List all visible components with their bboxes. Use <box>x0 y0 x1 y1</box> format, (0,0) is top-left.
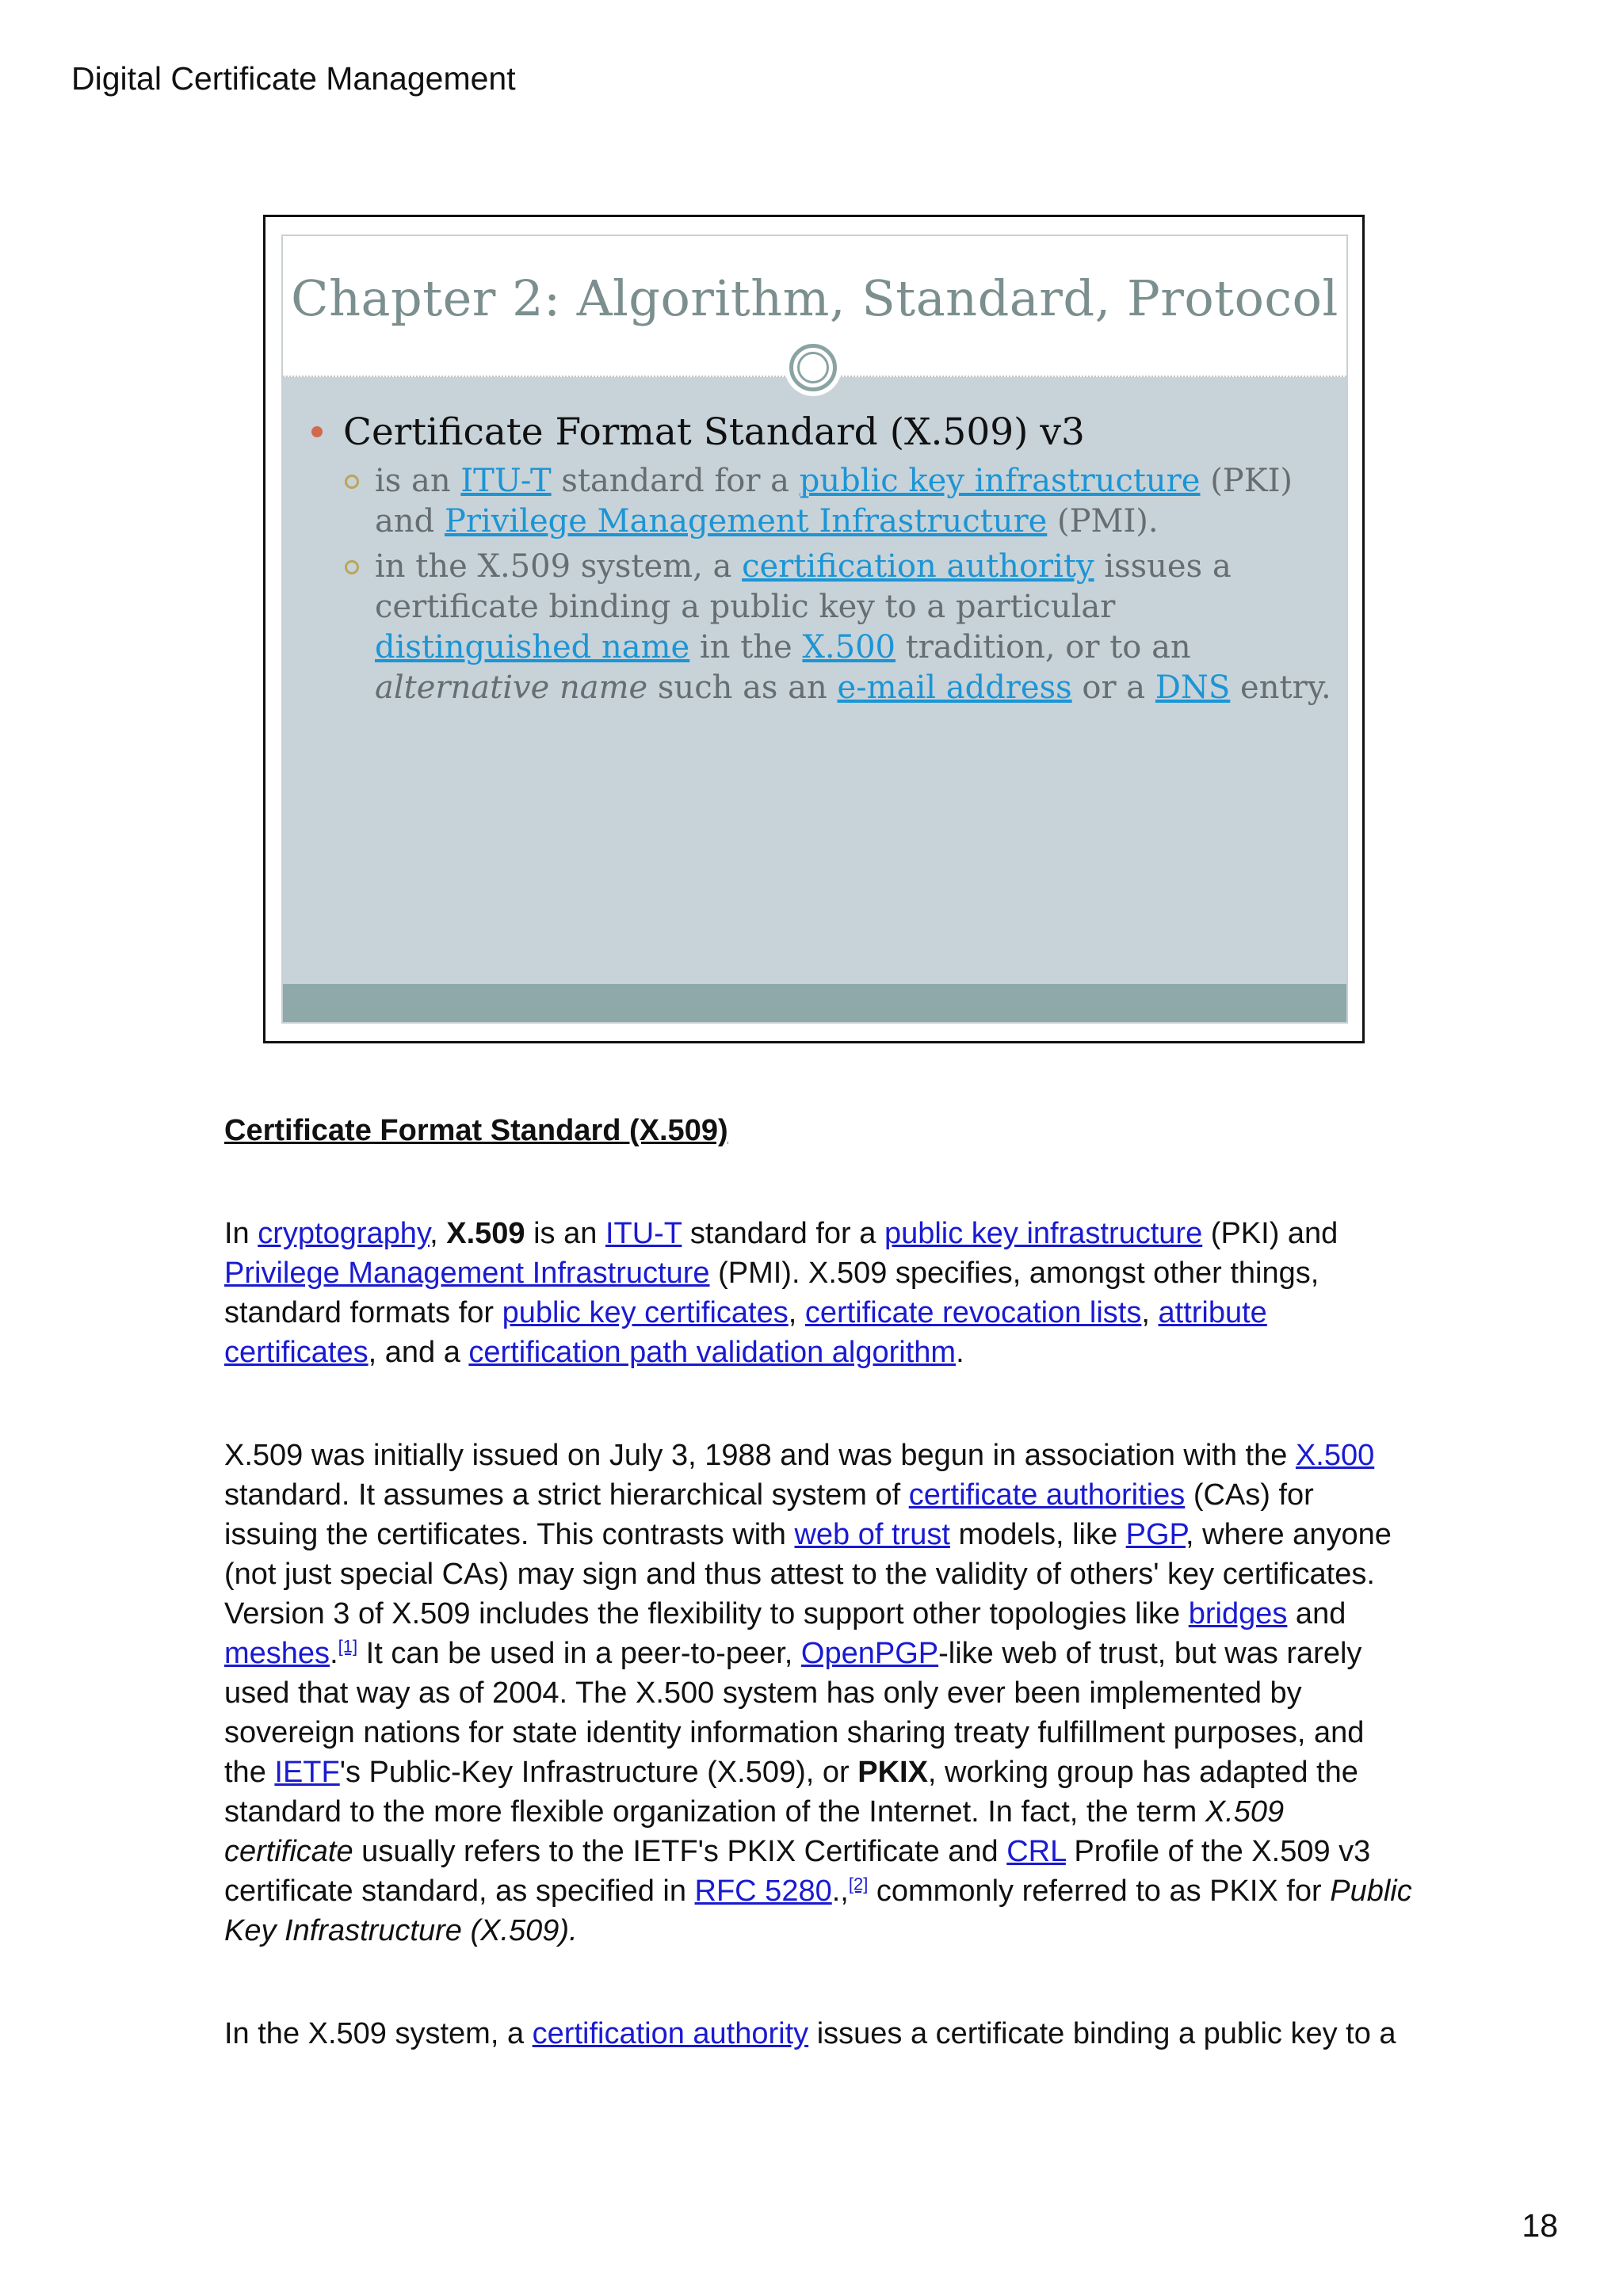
slide-title: Chapter 2: Algorithm, Standard, Protocol <box>291 269 1338 327</box>
text: in the <box>689 629 803 666</box>
link-crl[interactable]: CRL <box>1006 1835 1066 1868</box>
slide-bullet-text: Certificate Format Standard (X.509) v3 <box>343 410 1085 454</box>
link-meshes[interactable]: meshes <box>224 1637 330 1670</box>
text: It can be used in a peer-to-peer, <box>357 1637 801 1670</box>
text: , <box>788 1296 805 1329</box>
text: usually refers to the IETF's PKIX Certificate and <box>353 1835 1007 1868</box>
text: . <box>956 1336 964 1369</box>
text: , working group has adapted the standard to the more flexible organization of the Internet. In fact, the term <box>224 1756 1358 1829</box>
link-public-key-infrastructure[interactable]: public key infrastructure <box>884 1217 1203 1250</box>
bold-text: X.509 <box>446 1217 525 1250</box>
text: (PKI) and <box>1202 1217 1338 1250</box>
text: models, like <box>949 1518 1126 1551</box>
link-privilege-management-infrastructure[interactable]: Privilege Management Infrastructure <box>224 1257 710 1290</box>
link-pgp[interactable]: PGP <box>1125 1518 1186 1551</box>
text: in the X.509 system, a <box>375 548 743 585</box>
text: , <box>430 1217 447 1250</box>
link-public-key-certificates[interactable]: public key certificates <box>502 1296 789 1329</box>
link-certification-authority[interactable]: certification authority <box>532 2017 809 2050</box>
text: . <box>330 1637 338 1670</box>
text: issues a certificate binding a public key to a particular <box>375 548 1232 625</box>
text: such as an <box>647 669 838 706</box>
link-certification-authority[interactable]: certification authority <box>742 548 1094 585</box>
text: standard for a <box>682 1217 884 1250</box>
text: -like web of trust, but was rarely used that way as of 2004. The X.500 system has only ever been implemented by sovereign nations for state identity information sharing treaty fulfillment purposes, and the <box>224 1637 1365 1789</box>
link-attribute-certificates[interactable]: attribute certificates <box>224 1296 1267 1369</box>
text: (CAs) for issuing the certificates. This contrasts with <box>224 1478 1314 1551</box>
text: standard. It assumes a strict hierarchical system of <box>224 1478 909 1512</box>
text: In the X.509 system, a <box>224 2017 533 2050</box>
slide-sub-bullet-1 <box>311 461 1334 542</box>
text: Profile of the X.509 v3 certificate standard, as specified in <box>224 1835 1371 1908</box>
paragraph-3 <box>224 2014 1413 2054</box>
text: entry. <box>1230 669 1331 706</box>
link-certificate-revocation-lists[interactable]: certificate revocation lists <box>804 1296 1142 1329</box>
bullet-dot-icon <box>311 426 323 437</box>
text: In <box>224 1217 258 1250</box>
slide-inner <box>281 235 1348 1024</box>
text: issues a certificate binding a public key to a <box>808 2017 1396 2050</box>
text: (PKI) and <box>375 463 1293 540</box>
citation-1-link[interactable]: [1] <box>338 1636 358 1657</box>
text: or a <box>1071 669 1155 706</box>
link-privilege-management-infrastructure[interactable]: Privilege Management Infrastructure <box>444 503 1048 540</box>
text: (PMI). X.509 specifies, amongst other things, standard formats for <box>224 1257 1319 1329</box>
link-cryptography[interactable]: cryptography <box>258 1217 430 1250</box>
text: , and a <box>368 1336 469 1369</box>
paragraph-1 <box>224 1214 1413 1372</box>
link-x500[interactable]: X.500 <box>1295 1439 1375 1472</box>
text: commonly referred to as PKIX for <box>868 1875 1331 1908</box>
running-header: Digital Certificate Management <box>71 60 516 97</box>
slide-body <box>311 409 1334 708</box>
italic-text: alternative name <box>375 669 648 706</box>
link-ietf[interactable]: IETF <box>274 1756 340 1789</box>
link-itu-t[interactable]: ITU-T <box>460 463 552 499</box>
ring-bullet-icon <box>345 560 359 574</box>
text: X.509 was initially issued on July 3, 1988 and was begun in association with the <box>224 1439 1296 1472</box>
slide-bullet <box>311 409 1334 456</box>
italic-text: X.509 certificate <box>224 1795 1285 1868</box>
slide-ornament-circle-icon <box>789 344 837 391</box>
text: , where anyone (not just special CAs) may sign and thus attest to the validity of others' key certificates. Version 3 of X.509 includes the flexibility to support other topologies like <box>224 1518 1392 1630</box>
bold-text: PKIX <box>857 1756 928 1789</box>
slide-sub-bullet-2 <box>311 547 1334 708</box>
link-certification-path-validation-algorithm[interactable]: certification path validation algorithm <box>468 1336 957 1369</box>
page-number: 18 <box>1522 2207 1558 2244</box>
text: and <box>1287 1597 1346 1630</box>
ring-bullet-icon <box>345 475 359 489</box>
link-certificate-authorities[interactable]: certificate authorities <box>908 1478 1186 1512</box>
link-web-of-trust[interactable]: web of trust <box>794 1518 950 1551</box>
link-distinguished-name[interactable]: distinguished name <box>375 629 690 666</box>
text: 's Public-Key Infrastructure (X.509), or <box>339 1756 858 1789</box>
section-heading: Certificate Format Standard (X.509) <box>224 1114 728 1147</box>
text: tradition, or to an <box>895 629 1191 666</box>
text: , <box>1141 1296 1159 1329</box>
text: ., <box>831 1875 849 1908</box>
link-x500[interactable]: X.500 <box>802 629 896 666</box>
citation-2-link[interactable]: [2] <box>848 1874 869 1894</box>
link-email-address[interactable]: e-mail address <box>837 669 1072 706</box>
text: is an <box>375 463 461 499</box>
slide-image <box>263 215 1365 1043</box>
link-itu-t[interactable]: ITU-T <box>605 1217 682 1250</box>
link-bridges[interactable]: bridges <box>1188 1597 1288 1630</box>
text: (PMI). <box>1047 503 1159 540</box>
paragraph-2 <box>224 1436 1413 1951</box>
italic-text: Public Key Infrastructure (X.509). <box>224 1875 1412 1947</box>
body-content <box>224 1111 1413 2117</box>
text: standard for a <box>551 463 800 499</box>
link-dns[interactable]: DNS <box>1155 669 1231 706</box>
link-openpgp[interactable]: OpenPGP <box>800 1637 939 1670</box>
text: is an <box>525 1217 605 1250</box>
link-rfc-5280[interactable]: RFC 5280 <box>694 1875 832 1908</box>
slide-footer-bar <box>283 984 1346 1022</box>
link-public-key-infrastructure[interactable]: public key infrastructure <box>799 463 1201 499</box>
